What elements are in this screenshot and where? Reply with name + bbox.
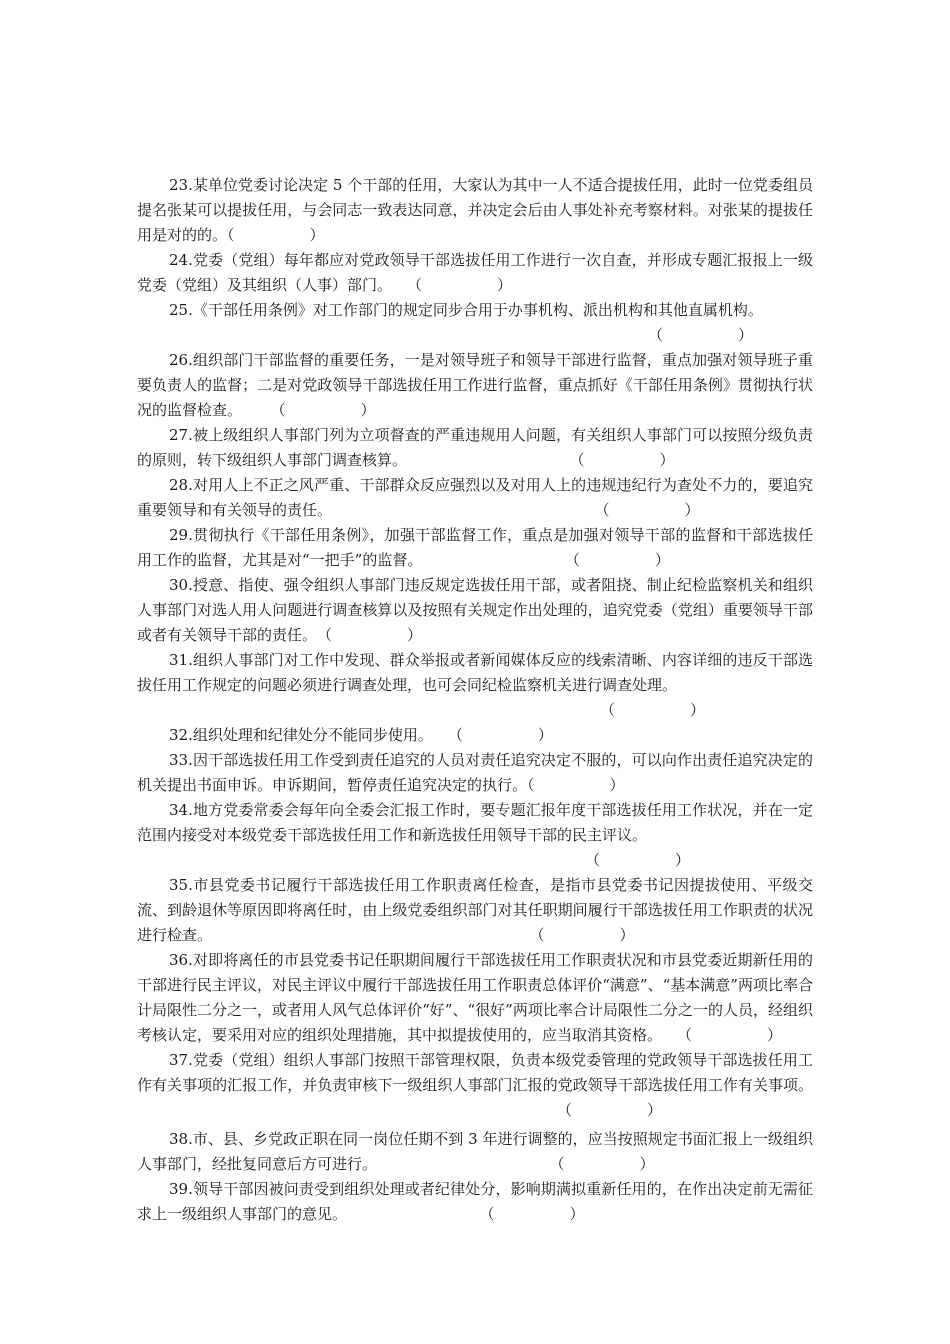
question-text: 28.对用人上不正之风严重、干部群众反应强烈以及对用人上的违规违纪行为查处不力的，要追究重要领导和有关领导的责任。 — [137, 476, 813, 519]
question-text: 29.贯彻执行《干部任用条例》，加强干部监督工作，重点是加强对领导干部的监督和干部选拔任用工作的监督，尤其是对“一把手”的监督。 — [137, 526, 813, 569]
question-33: 33.因干部选拔任用工作受到责任追究的人员对责任追究决定不服的，可以向作出责任追究决定的机关提出书面申诉。申诉期间，暂停责任追究决定的执行。（ ） — [137, 751, 813, 794]
question-35 — [137, 873, 813, 948]
answer-blank: （ ） — [585, 851, 691, 869]
question-28 — [137, 473, 813, 523]
question-23: 23.某单位党委讨论决定 5 个干部的任用，大家认为其中一人不适合提拔任用，此时一位党委组员提名张某可以提拔任用，与会同志一致表达同意，并决定会后由人事处补充考察材料。对张某的提拔任用是对的的。（ ） — [137, 176, 813, 244]
question-34 — [137, 798, 813, 873]
question-29 — [137, 523, 813, 573]
answer-blank: （ ） — [600, 701, 706, 719]
question-27 — [137, 423, 813, 473]
question-31 — [137, 648, 813, 723]
question-text: 37.党委（党组）组织人事部门按照干部管理权限，负责本级党委管理的党政领导干部选拔任用工作有关事项的汇报工作，并负责审核下一级组织人事部门汇报的党政领导干部选拔任用工作有关事项。 — [137, 1051, 813, 1094]
question-text: 25.《干部任用条例》对工作部门的规定同步合用于办事机构、派出机构和其他直属机构。 — [169, 301, 763, 319]
question-37 — [137, 1048, 813, 1123]
question-38 — [137, 1127, 813, 1177]
question-32: 32.组织处理和纪律处分不能同步使用。 （ ） — [169, 726, 553, 744]
question-39 — [137, 1177, 813, 1227]
question-text: 27.被上级组织人事部门列为立项督查的严重违规用人问题，有关组织人事部门可以按照分级负责的原则，转下级组织人事部门调查核算。 — [137, 426, 813, 469]
question-text: 26.组织部门干部监督的重要任务，一是对领导班子和领导干部进行监督，重点加强对领导班子重要负责人的监督；二是对党政领导干部选拔任用工作进行监督，重点抓好《干部任用条例》贯彻执行状况的监督检查。 — [137, 351, 813, 419]
question-36: 36.对即将离任的市县党委书记任职期间履行干部选拔任用工作职责状况和市县党委近期新任用的干部进行民主评议，对民主评议中履行干部选拔任用工作职责总体评价“满意”、“基本满意”两项比率合计局限性二分之一，或者用人风气总体评价“好”、“很好”两项比率合计局限性二分之一的人员，经组织考核认定，要采用对应的组织处理措施，其中拟提拔使用的，应当取消其资格。 （ ） — [137, 951, 813, 1044]
question-26 — [137, 348, 813, 423]
answer-blank: （ ） — [537, 926, 635, 944]
question-text: 39.领导干部因被问责受到组织处理或者纪律处分，影响期满拟重新任用的，在作出决定前无需征求上一级组织人事部门的意见。 — [137, 1180, 813, 1223]
question-text: 34.地方党委常委会每年向全委会汇报工作时，要专题汇报年度干部选拔任用工作状况，并在一定范围内接受对本级党委干部选拔任用工作和新选拔任用领导干部的民主评议。 — [137, 801, 813, 844]
answer-blank: （ ） — [647, 326, 753, 344]
answer-blank: （ ） — [602, 501, 700, 519]
answer-blank: （ ） — [487, 1205, 585, 1223]
answer-blank: （ ） — [557, 1101, 663, 1119]
document-page — [137, 173, 813, 1227]
answer-blank: （ ） — [557, 1155, 655, 1173]
question-text: 38.市、县、乡党政正职在同一岗位任期不到 3 年进行调整的，应当按照规定书面汇报上一级组织人事部门，经批复同意后方可进行。 — [137, 1130, 813, 1173]
question-25 — [137, 298, 813, 348]
question-text: 31.组织人事部门对工作中发现、群众举报或者新闻媒体反应的线索清晰、内容详细的违反干部选拔任用工作规定的问题必须进行调查处理，也可会同纪检监察机关进行调查处理。 — [137, 651, 813, 694]
answer-blank: （ ） — [572, 551, 670, 569]
question-24: 24.党委（党组）每年都应对党政领导干部选拔任用工作进行一次自查，并形成专题汇报报上一级党委（党组）及其组织（人事）部门。 （ ） — [137, 251, 813, 294]
question-text: 35.市县党委书记履行干部选拔任用工作职责离任检查，是指市县党委书记因提拔使用、平级交流、到龄退休等原因即将离任时，由上级党委组织部门对其任职期间履行干部选拔任用工作职责的状况进行检查。 — [137, 876, 813, 944]
answer-blank: （ ） — [577, 451, 675, 469]
question-30: 30.授意、指使、强令组织人事部门违反规定选拔任用干部，或者阻挠、制止纪检监察机关和组织人事部门对选人用人问题进行调查核算以及按照有关规定作出处理的，追究党委（党组）重要领导干部或者有关领导干部的责任。 （ ） — [137, 576, 813, 644]
answer-blank: （ ） — [278, 401, 376, 419]
